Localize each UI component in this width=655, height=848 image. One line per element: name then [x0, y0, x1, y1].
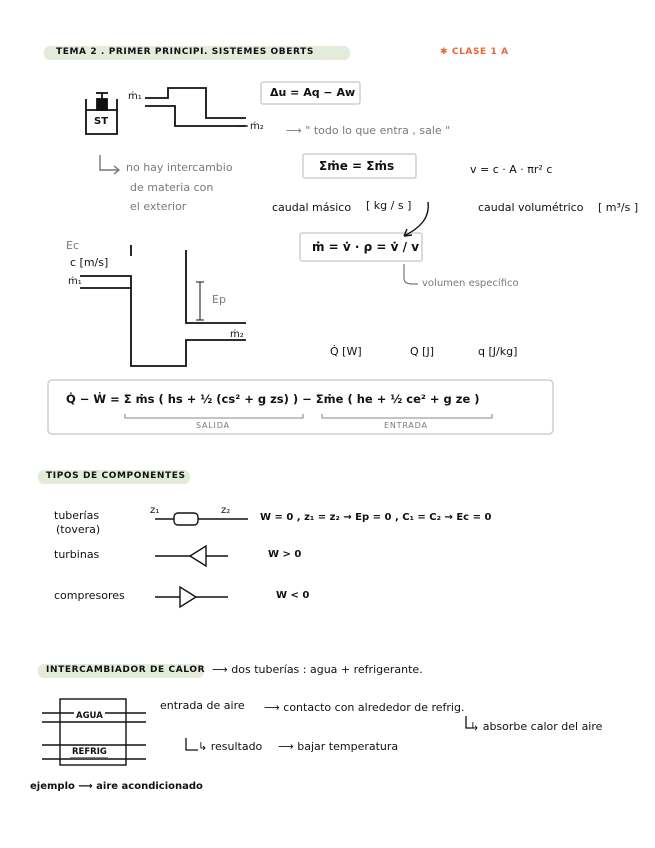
mass-balance-formula: Σṁe = Σṁs: [319, 159, 395, 173]
component-name-compresores: compresores: [54, 589, 125, 602]
st-label: ST: [94, 116, 109, 127]
energy-balance-equation: Q̇ − Ẇ = Σ ṁs ( hs + ½ (cs² + g zs) ) − Σṁe ( he + ½ ce² + g ze ): [66, 392, 480, 406]
bajar-temperatura-text: ⟶ bajar temperatura: [278, 740, 399, 753]
agua-label: AGUA: [76, 711, 103, 721]
turbinas-note: W > 0: [268, 549, 302, 560]
ec-label: Ec: [66, 239, 79, 252]
component-sub-tovera: (tovera): [56, 523, 101, 536]
refrig-label: REFRIG: [72, 747, 107, 757]
pipe-m2-label: ṁ₂: [230, 329, 244, 340]
component-name-turbinas: turbinas: [54, 548, 100, 561]
volumetric-formula: v = c · A · πr² c: [470, 163, 553, 176]
caudal-masico-label: caudal másico: [272, 201, 352, 214]
m3-s-unit: [ m³/s ]: [598, 201, 639, 214]
unit-q-joules: Q [J]: [410, 345, 434, 358]
pipe-m1-label: ṁ₁: [68, 276, 82, 287]
m2-label: ṁ₂: [250, 121, 264, 132]
velocity-label: c [m/s]: [70, 256, 109, 269]
volumen-especifico-label: volumen específico: [422, 278, 519, 289]
resultado-text: ↳ resultado: [198, 740, 263, 753]
intercambiador-desc: ⟶ dos tuberías : agua + refrigerante.: [212, 663, 423, 676]
intercambiador-title: INTERCAMBIADOR DE CALOR: [46, 665, 206, 675]
ep-label: Ep: [212, 293, 226, 306]
unit-q-watts: Q̇ [W]: [330, 345, 362, 358]
tipos-title: TIPOS DE COMPONENTES: [46, 471, 186, 481]
salida-label: SALIDA: [196, 421, 230, 430]
turbina-symbol: [155, 546, 228, 566]
clase-label: ✱ CLASE 1 A: [440, 47, 509, 57]
entrada-aire-text: entrada de aire: [160, 699, 245, 712]
component-name-tuberias: tuberías: [54, 509, 100, 522]
absorbe-calor-text: ↳ absorbe calor del aire: [470, 720, 603, 733]
z2-label: z₂: [221, 505, 231, 516]
compresores-note: W < 0: [276, 590, 310, 601]
kg-s-unit: [ kg / s ]: [366, 199, 412, 212]
tuberia-symbol: [155, 513, 248, 525]
no-hay-line1: no hay intercambio: [126, 161, 233, 174]
no-hay-line2: de materia con: [130, 181, 214, 194]
delta-u-formula: Δu = Aq − Aw: [270, 86, 356, 99]
todo-sale-note: ⟶ " todo lo que entra , sale ": [286, 124, 451, 137]
tuberias-note: W = 0 , z₁ = z₂ → Ep = 0 , C₁ = C₂ → Ec = 0: [260, 512, 492, 523]
closed-system-sketch: [86, 93, 117, 134]
no-hay-line3: el exterior: [130, 200, 187, 213]
entrada-label: ENTRADA: [384, 421, 428, 430]
mass-flow-formula: ṁ = v̇ · ρ = v̇ / v: [312, 240, 420, 254]
z1-label: z₁: [150, 505, 160, 516]
page-title: TEMA 2 . PRIMER PRINCIPI. SISTEMES OBERTS: [56, 47, 314, 57]
contacto-text: ⟶ contacto con alrededor de refrig.: [264, 701, 465, 714]
ejemplo-text: ejemplo ⟶ aire acondicionado: [30, 781, 203, 792]
open-system-sketch: [145, 88, 248, 126]
m1-label: ṁ₁: [128, 91, 142, 102]
caudal-volumetrico-label: caudal volumétrico: [478, 201, 584, 214]
compresor-symbol: [155, 587, 228, 607]
unit-q-specific: q [J/kg]: [478, 345, 518, 358]
